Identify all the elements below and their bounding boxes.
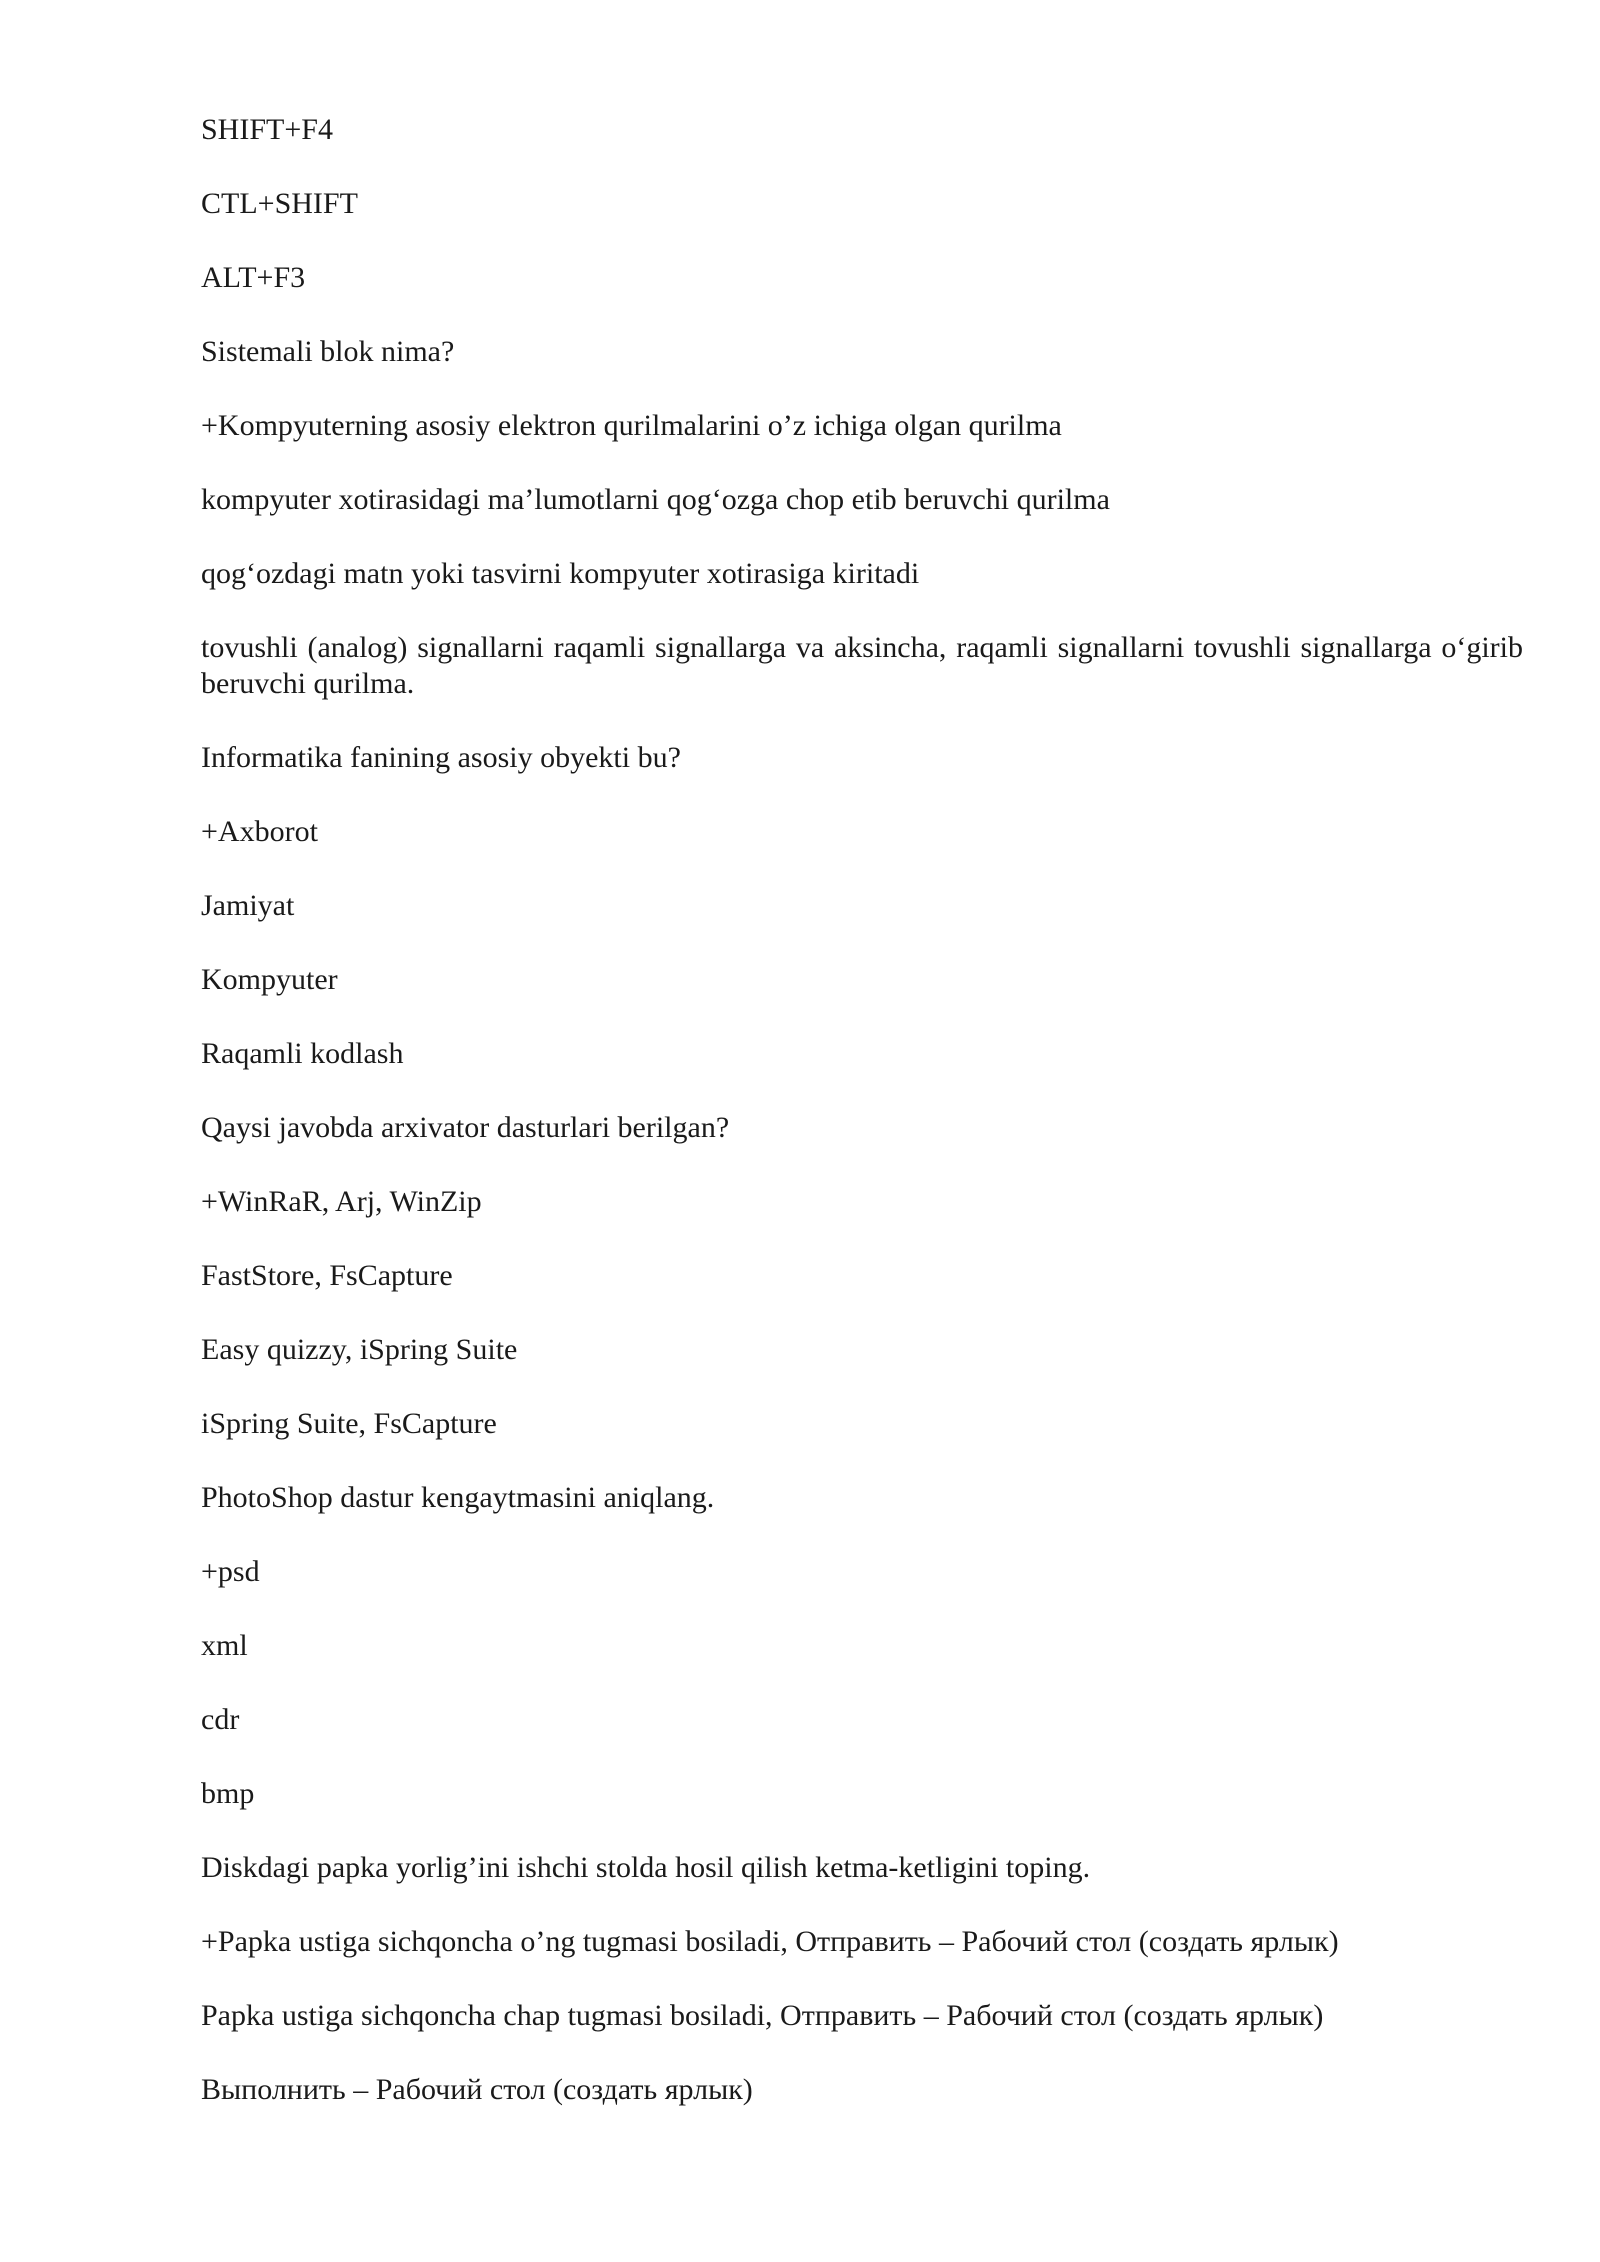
option-line: kompyuter xotirasidagi ma’lumotlarni qog‘ozga chop etib beruvchi qurilma [201, 483, 1110, 516]
option-line: iSpring Suite, FsCapture [201, 1407, 497, 1440]
question-line: Diskdagi papka yorlig’ini ishchi stolda hosil qilish ketma-ketligini toping. [201, 1851, 1091, 1884]
option-line: ALT+F3 [201, 261, 306, 294]
option-line: Jamiyat [201, 889, 295, 922]
option-line: SHIFT+F4 [201, 113, 333, 146]
question-line: Qaysi javobda arxivator dasturlari berilgan? [201, 1111, 730, 1144]
option-line: Easy quizzy, iSpring Suite [201, 1333, 518, 1366]
correct-answer-line: +WinRaR, Arj, WinZip [201, 1185, 482, 1218]
question-line: Informatika fanining asosiy obyekti bu? [201, 741, 681, 774]
option-line: xml [201, 1629, 248, 1662]
correct-answer-line: +Kompyuterning asosiy elektron qurilmalarini o’z ichiga olgan qurilma [201, 409, 1062, 442]
option-line: Papka ustiga sichqoncha chap tugmasi bosiladi, Отправить – Рабочий стол (создать ярлык) [201, 1999, 1324, 2032]
option-line: qog‘ozdagi matn yoki tasvirni kompyuter xotirasiga kiritadi [201, 557, 920, 590]
option-line: Kompyuter [201, 963, 338, 996]
document-body [201, 112, 1523, 2146]
option-line: cdr [201, 1703, 240, 1736]
option-line: bmp [201, 1777, 255, 1810]
option-line: CTL+SHIFT [201, 187, 358, 220]
correct-answer-line: +psd [201, 1555, 260, 1588]
question-line: PhotoShop dastur kengaytmasini aniqlang. [201, 1481, 715, 1514]
question-line: Sistemali blok nima? [201, 335, 455, 368]
option-line: FastStore, FsCapture [201, 1259, 453, 1292]
correct-answer-line: +Axborot [201, 815, 318, 848]
option-line: Raqamli kodlash [201, 1037, 404, 1070]
correct-answer-line: +Papka ustiga sichqoncha o’ng tugmasi bosiladi, Отправить – Рабочий стол (создать ярлык) [201, 1925, 1339, 1958]
option-line: tovushli (analog) signallarni raqamli signallarga va aksincha, raqamli signallarni tovushli signallarga o‘girib beruvchi qurilma. [201, 631, 1523, 700]
option-line: Выполнить – Рабочий стол (создать ярлык) [201, 2073, 753, 2106]
